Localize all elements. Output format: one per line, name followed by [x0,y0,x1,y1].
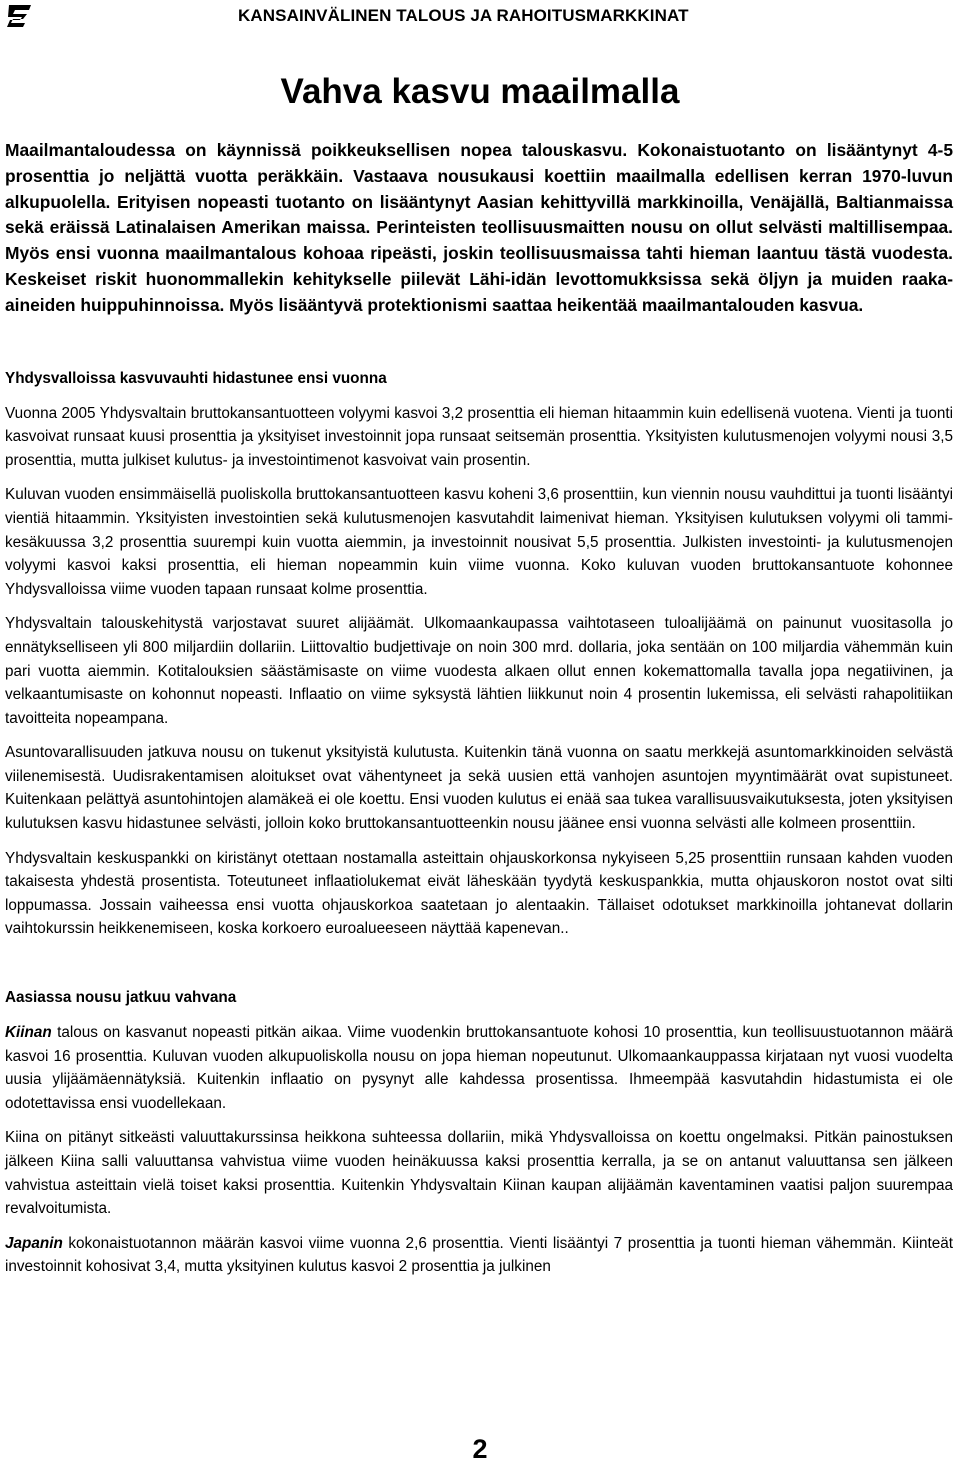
stylized-s-logo-icon [5,3,35,29]
paragraph: Vuonna 2005 Yhdysvaltain bruttokansantuotteen volyymi kasvoi 3,2 prosenttia eli hieman hitaammin kuin edellisenä vuotena. Vienti ja tuonti kasvoivat runsaat kuusi prosenttia ja yksityiset investoinnit jopa runsaat seitsemän prosenttia. Yksityisten kulutusmenojen volyymi nousi 3,5 prosenttia, mutta julkiset kulutus- ja investointimenot kasvoivat vain prosentin. [5,404,953,469]
page-title: Vahva kasvu maailmalla [280,72,680,111]
paragraph: Kiina on pitänyt sitkeästi valuuttakurssinsa heikkona suhteessa dollariin, mikä Yhdysvalloissa on koettu ongelmaksi. Pitkän painostuksen jälkeen Kiina salli valuuttansa vahvistua viime vuoden heinäkuussa kaksi prosenttia kerralla, ja se on antanut valuuttansa sen jälkeen vahvistua asteittain vielä toiset kaksi prosenttia. Kuitenkin Yhdysvaltain Kiinan kaupan alijäämän kaventaminen vaatisi paljon suurempaa revalvoitumista. [5,1129,953,1218]
section-heading-asia: Aasiassa nousu jatkuu vahvana [5,989,237,1007]
paragraph: Asuntovarallisuuden jatkuva nousu on tukenut yksityistä kulutusta. Kuitenkin tänä vuonna on saatu merkkejä asuntomarkkinoiden selvästä viilenemisestä. Uudisrakentamisen aloitukset ovat vähentyneet ja sekä uusien että vanhojen asuntojen myyntimäärät ovat supistuneet. Kuitenkaan pelättyä asuntohintojen alamäkeä ei ole koettu. Ensi vuoden kulutus ei enää saa tukea varallisuusvaikutuksesta, joten yksityisen kulutuksen kasvu hidastunee selvästi, jolloin koko bruttokansantuotteenkin nousu jäänee ensi vuonna selvästi alle kolmeen prosenttiin. [5,744,953,833]
paragraph: Yhdysvaltain keskuspankki on kiristänyt otettaan nostamalla asteittain ohjauskorkonsa nykyiseen 5,25 prosenttiin runsaan kahden vuoden takaisesta yhdestä prosentista. Toteutuneet inflaatiolukemat eivät läheskään tyydytä keskuspankkia, mutta ohjauskoron nostot ovat silti loppumassa. Jossain vaiheessa ensi vuotta ohjauskorkoa saatetaan jo alentaakin. Tällaiset odotukset markkinoilla johtanevat dollarin vaihtokurssin heikkenemiseen, koska korkoero euroalueeseen näyttää kapenevan.. [5,849,953,938]
country-label-japan: Japanin [5,1234,63,1252]
paragraph-text: kokonaistuotannon määrän kasvoi viime vuonna 2,6 prosenttia. Vienti lisääntyi 7 prosenttia ja tuonti hieman vähemmän. Kiinteät investoinnit kohosivat 3,4, mutta yksityinen kulutus kasvoi 2 prosenttia ja julkinen [5,1234,953,1276]
header-title: KANSAINVÄLINEN TALOUS JA RAHOITUSMARKKINAT [238,6,689,25]
paragraph-japan [5,1232,953,1279]
section-heading-usa: Yhdysvalloissa kasvuvauhti hidastunee ensi vuonna [5,369,387,387]
page-header [0,0,960,36]
article-body [5,138,953,1279]
paragraph: Yhdysvaltain talouskehitystä varjostavat suuret alijäämät. Ulkomaankaupassa vaihtotaseen tuloalijäämä on painunut vuositasolla jo ennätykselliseen yli 800 miljardiin dollariin. Liittovaltio budjettivaje on noin 300 mrd. dollaria, joka sentään on 100 miljardia vähemmän kuin pari vuotta aiemmin. Kotitalouksien säästämisaste on viime vuodesta alkaen ollut ennen kokemattomalla tavalla jopa negatiivinen, ja velkaantumisaste on kohonnut nopeasti. Inflaatio on viime syksystä lähtien liikkunut noin 4 prosentin lukemissa, eli selvästi rahapolitiikan tavoitteita nopeampana. [5,615,953,727]
country-label-china: Kiinan [5,1024,52,1042]
page-number: 2 [472,1434,488,1464]
paragraph: Kuluvan vuoden ensimmäisellä puoliskolla bruttokansantuotteen kasvu koheni 3,6 prosenttiin, kun viennin nousu vauhdittui ja tuonti lisääntyi vientiä hitaammin. Yksityisten investointien sekä kulutusmenojen kasvutahdit laimenivat hieman. Yksityisen kulutuksen volyymi oli tammi-kesäkuussa 3,2 prosenttia suurempi kuin vuotta aiemmin, ja investoinnit nousivat 5,5 prosenttia. Julkisten investointi- ja kulutusmenojen volyymi kasvoi kaksi prosenttia, eli hieman nopeammin kuin viime vuonna. Koko kuluvan vuoden bruttokansantuote kohonnee Yhdysvalloissa viime vuoden tapaan runsaat kolme prosenttia. [5,486,953,598]
paragraph-text: talous on kasvanut nopeasti pitkän aikaa. Viime vuodenkin bruttokansantuote kohosi 10 prosenttia, kun teollisuustuotannon määrä kasvoi 16 prosenttia. Kuluvan vuoden alkupuoliskolla nousu on jopa hieman nopeutunut. Ulkomaankauppassa kirjataan nyt vuosi vuodelta uusia ylijäämäennätyksiä. Kuitenkin inflaatio on pysynyt alle kahdessa prosentissa. Ihmeempää kasvutahdin hidastumista ei ole odotettavissa ensi vuodellekaan. [5,1024,953,1112]
lead-paragraph: Maailmantaloudessa on käynnissä poikkeuksellisen nopea talouskasvu. Kokonaistuotanto on lisääntynyt 4-5 prosenttia jo neljättä vuotta peräkkäin. Vastaava nousukausi koettiin maailmalla edellisen kerran 1970-luvun alkupuolella. Erityisen nopeasti tuotanto on lisääntynyt Aasian kehittyvillä markkinoilla, Venäjällä, Baltianmaissa sekä eräissä Latinalaisen Amerikan maissa. Perinteisten teollisuusmaitten nousu on ollut selvästi maltillisempaa. Myös ensi vuonna maailmantalous kohoaa ripeästi, joskin teollisuusmaissa tahti hieman laantuu tästä vuodesta. Keskeiset riskit huonommallekin kehitykselle piilevät Lähi-idän levottomukksissa sekä öljyn ja muiden raaka-aineiden huippuhinnoissa. Myös lisääntyvä protektionismi saattaa heikentää maailmantalouden kasvua. [5,140,953,315]
paragraph-china [5,1021,953,1115]
